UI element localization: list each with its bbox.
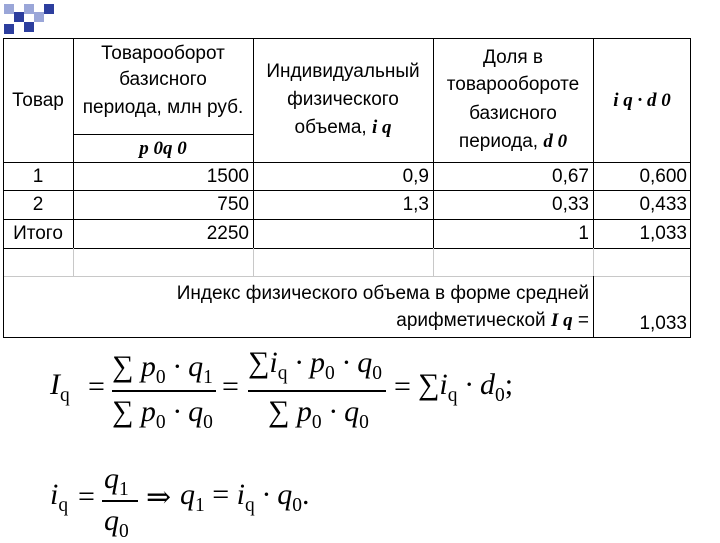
row2-share: 0,33 [552,194,589,215]
header-turnover-line1: Товарооборот [101,43,225,64]
row1-product-value: 0,600 [639,166,687,187]
summary-value: 1,033 [639,313,687,334]
row2-index: 1,3 [402,194,429,215]
decorative-squares [0,0,60,40]
header-product-col: i q · d 0 [613,90,671,111]
header-product: Товар [12,90,64,111]
row1-product: 1 [32,166,44,187]
header-turnover-line2: базисного [119,69,207,90]
header-index-line1: Индивидуальный [266,61,420,82]
row1-index: 0,9 [402,166,429,187]
row1-turnover: 1500 [206,166,249,187]
index-table [3,38,691,338]
header-index-line3: объема, i q [294,117,392,138]
header-index-line2: физического [287,89,399,110]
row2-turnover: 750 [217,194,249,215]
header-turnover-line3: периода, млн руб. [82,97,244,118]
header-share-line3: базисного [469,103,557,124]
total-product-value: 1,033 [639,223,687,244]
summary-line2: арифметической I q = [396,310,589,331]
header-share-line2: товарообороте [446,74,580,95]
header-share-line1: Доля в [483,47,543,68]
total-label: Итого [13,223,63,244]
header-turnover-formula: p 0q 0 [139,138,187,159]
summary-line1: Индекс физического объема в форме средней [176,283,589,304]
total-share: 1 [578,223,589,244]
header-share-line4: периода, d 0 [458,131,568,152]
row2-product-value: 0,433 [639,194,687,215]
total-turnover: 2250 [206,223,249,244]
row1-share: 0,67 [552,166,589,187]
row2-product: 2 [32,194,44,215]
